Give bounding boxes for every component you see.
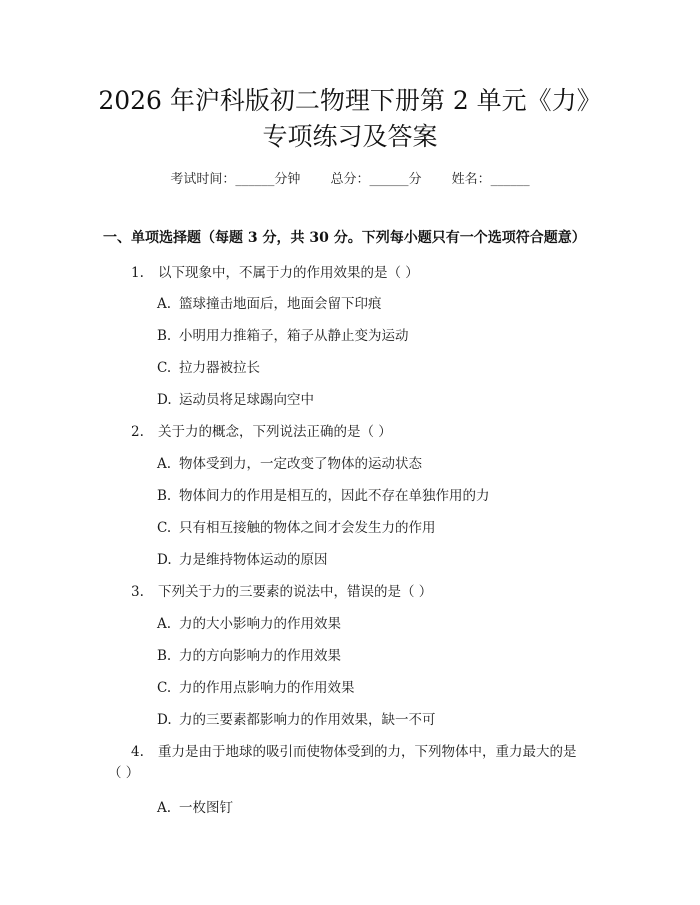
question-3-option-c bbox=[157, 676, 355, 696]
option-text: 力的作用点影响力的作用效果 bbox=[179, 680, 355, 696]
question-1-option-c bbox=[157, 356, 260, 376]
question-2-option-a bbox=[157, 452, 422, 472]
option-text: 力的三要素都影响力的作用效果，缺一不可 bbox=[179, 712, 436, 728]
question-text: 关于力的概念，下列说法正确的是（ ） bbox=[158, 424, 392, 440]
question-3 bbox=[131, 580, 432, 600]
total-score-field: 总分：______分 bbox=[330, 172, 422, 187]
section-heading: 一、单项选择题（每题 3 分，共 30 分。下列每小题只有一个选项符合题意） bbox=[103, 230, 586, 246]
option-label: C. bbox=[157, 680, 172, 696]
option-label: C. bbox=[157, 520, 172, 536]
question-2-option-b bbox=[157, 484, 490, 504]
option-text: 一枚图钉 bbox=[179, 800, 233, 816]
option-label: D. bbox=[157, 712, 172, 728]
option-label: C. bbox=[157, 360, 172, 376]
question-text: 重力是由于地球的吸引而使物体受到的力，下列物体中，重力最大的是 bbox=[158, 744, 577, 760]
option-label: B. bbox=[157, 328, 172, 344]
option-text: 力的大小影响力的作用效果 bbox=[179, 616, 341, 632]
question-4-text-continued: （ ） bbox=[108, 765, 140, 781]
question-2-option-d bbox=[157, 548, 328, 568]
question-number: 1. bbox=[131, 265, 144, 281]
document-title-line-1: 2026 年沪科版初二物理下册第 2 单元《力》 bbox=[98, 86, 602, 115]
option-text: 物体受到力，一定改变了物体的运动状态 bbox=[179, 456, 422, 472]
question-1 bbox=[131, 261, 419, 281]
question-2-option-c bbox=[157, 516, 436, 536]
question-4-option-a bbox=[157, 796, 233, 816]
option-text: 力的方向影响力的作用效果 bbox=[179, 648, 341, 664]
option-text: 物体间力的作用是相互的，因此不存在单独作用的力 bbox=[179, 488, 490, 504]
option-label: B. bbox=[157, 648, 172, 664]
question-4 bbox=[131, 740, 577, 760]
question-1-option-d bbox=[157, 388, 314, 408]
option-text: 小明用力推箱子，箱子从静止变为运动 bbox=[179, 328, 409, 344]
option-label: D. bbox=[157, 552, 172, 568]
student-name-field: 姓名：______ bbox=[451, 172, 530, 187]
option-label: A. bbox=[157, 296, 172, 312]
option-text: 篮球撞击地面后，地面会留下印痕 bbox=[179, 296, 382, 312]
question-number: 4. bbox=[131, 744, 144, 760]
exam-info-line bbox=[0, 168, 700, 187]
option-label: A. bbox=[157, 616, 172, 632]
option-label: A. bbox=[157, 456, 172, 472]
question-3-option-d bbox=[157, 708, 436, 728]
document-title-line-2: 专项练习及答案 bbox=[262, 122, 438, 151]
question-number: 2. bbox=[131, 424, 144, 440]
question-text: 以下现象中，不属于力的作用效果的是（ ） bbox=[158, 265, 419, 281]
option-text: 力是维持物体运动的原因 bbox=[179, 552, 328, 568]
option-text: 运动员将足球踢向空中 bbox=[179, 392, 314, 408]
question-3-option-a bbox=[157, 612, 341, 632]
option-text: 只有相互接触的物体之间才会发生力的作用 bbox=[179, 520, 436, 536]
option-label: D. bbox=[157, 392, 172, 408]
option-label: A. bbox=[157, 800, 172, 816]
exam-time-field: 考试时间：______分钟 bbox=[170, 172, 301, 187]
option-text: 拉力器被拉长 bbox=[179, 360, 260, 376]
question-3-option-b bbox=[157, 644, 341, 664]
question-1-option-b bbox=[157, 324, 409, 344]
question-text: 下列关于力的三要素的说法中，错误的是（ ） bbox=[158, 584, 433, 600]
option-label: B. bbox=[157, 488, 172, 504]
question-2 bbox=[131, 420, 392, 440]
question-1-option-a bbox=[157, 292, 382, 312]
question-number: 3. bbox=[131, 584, 144, 600]
